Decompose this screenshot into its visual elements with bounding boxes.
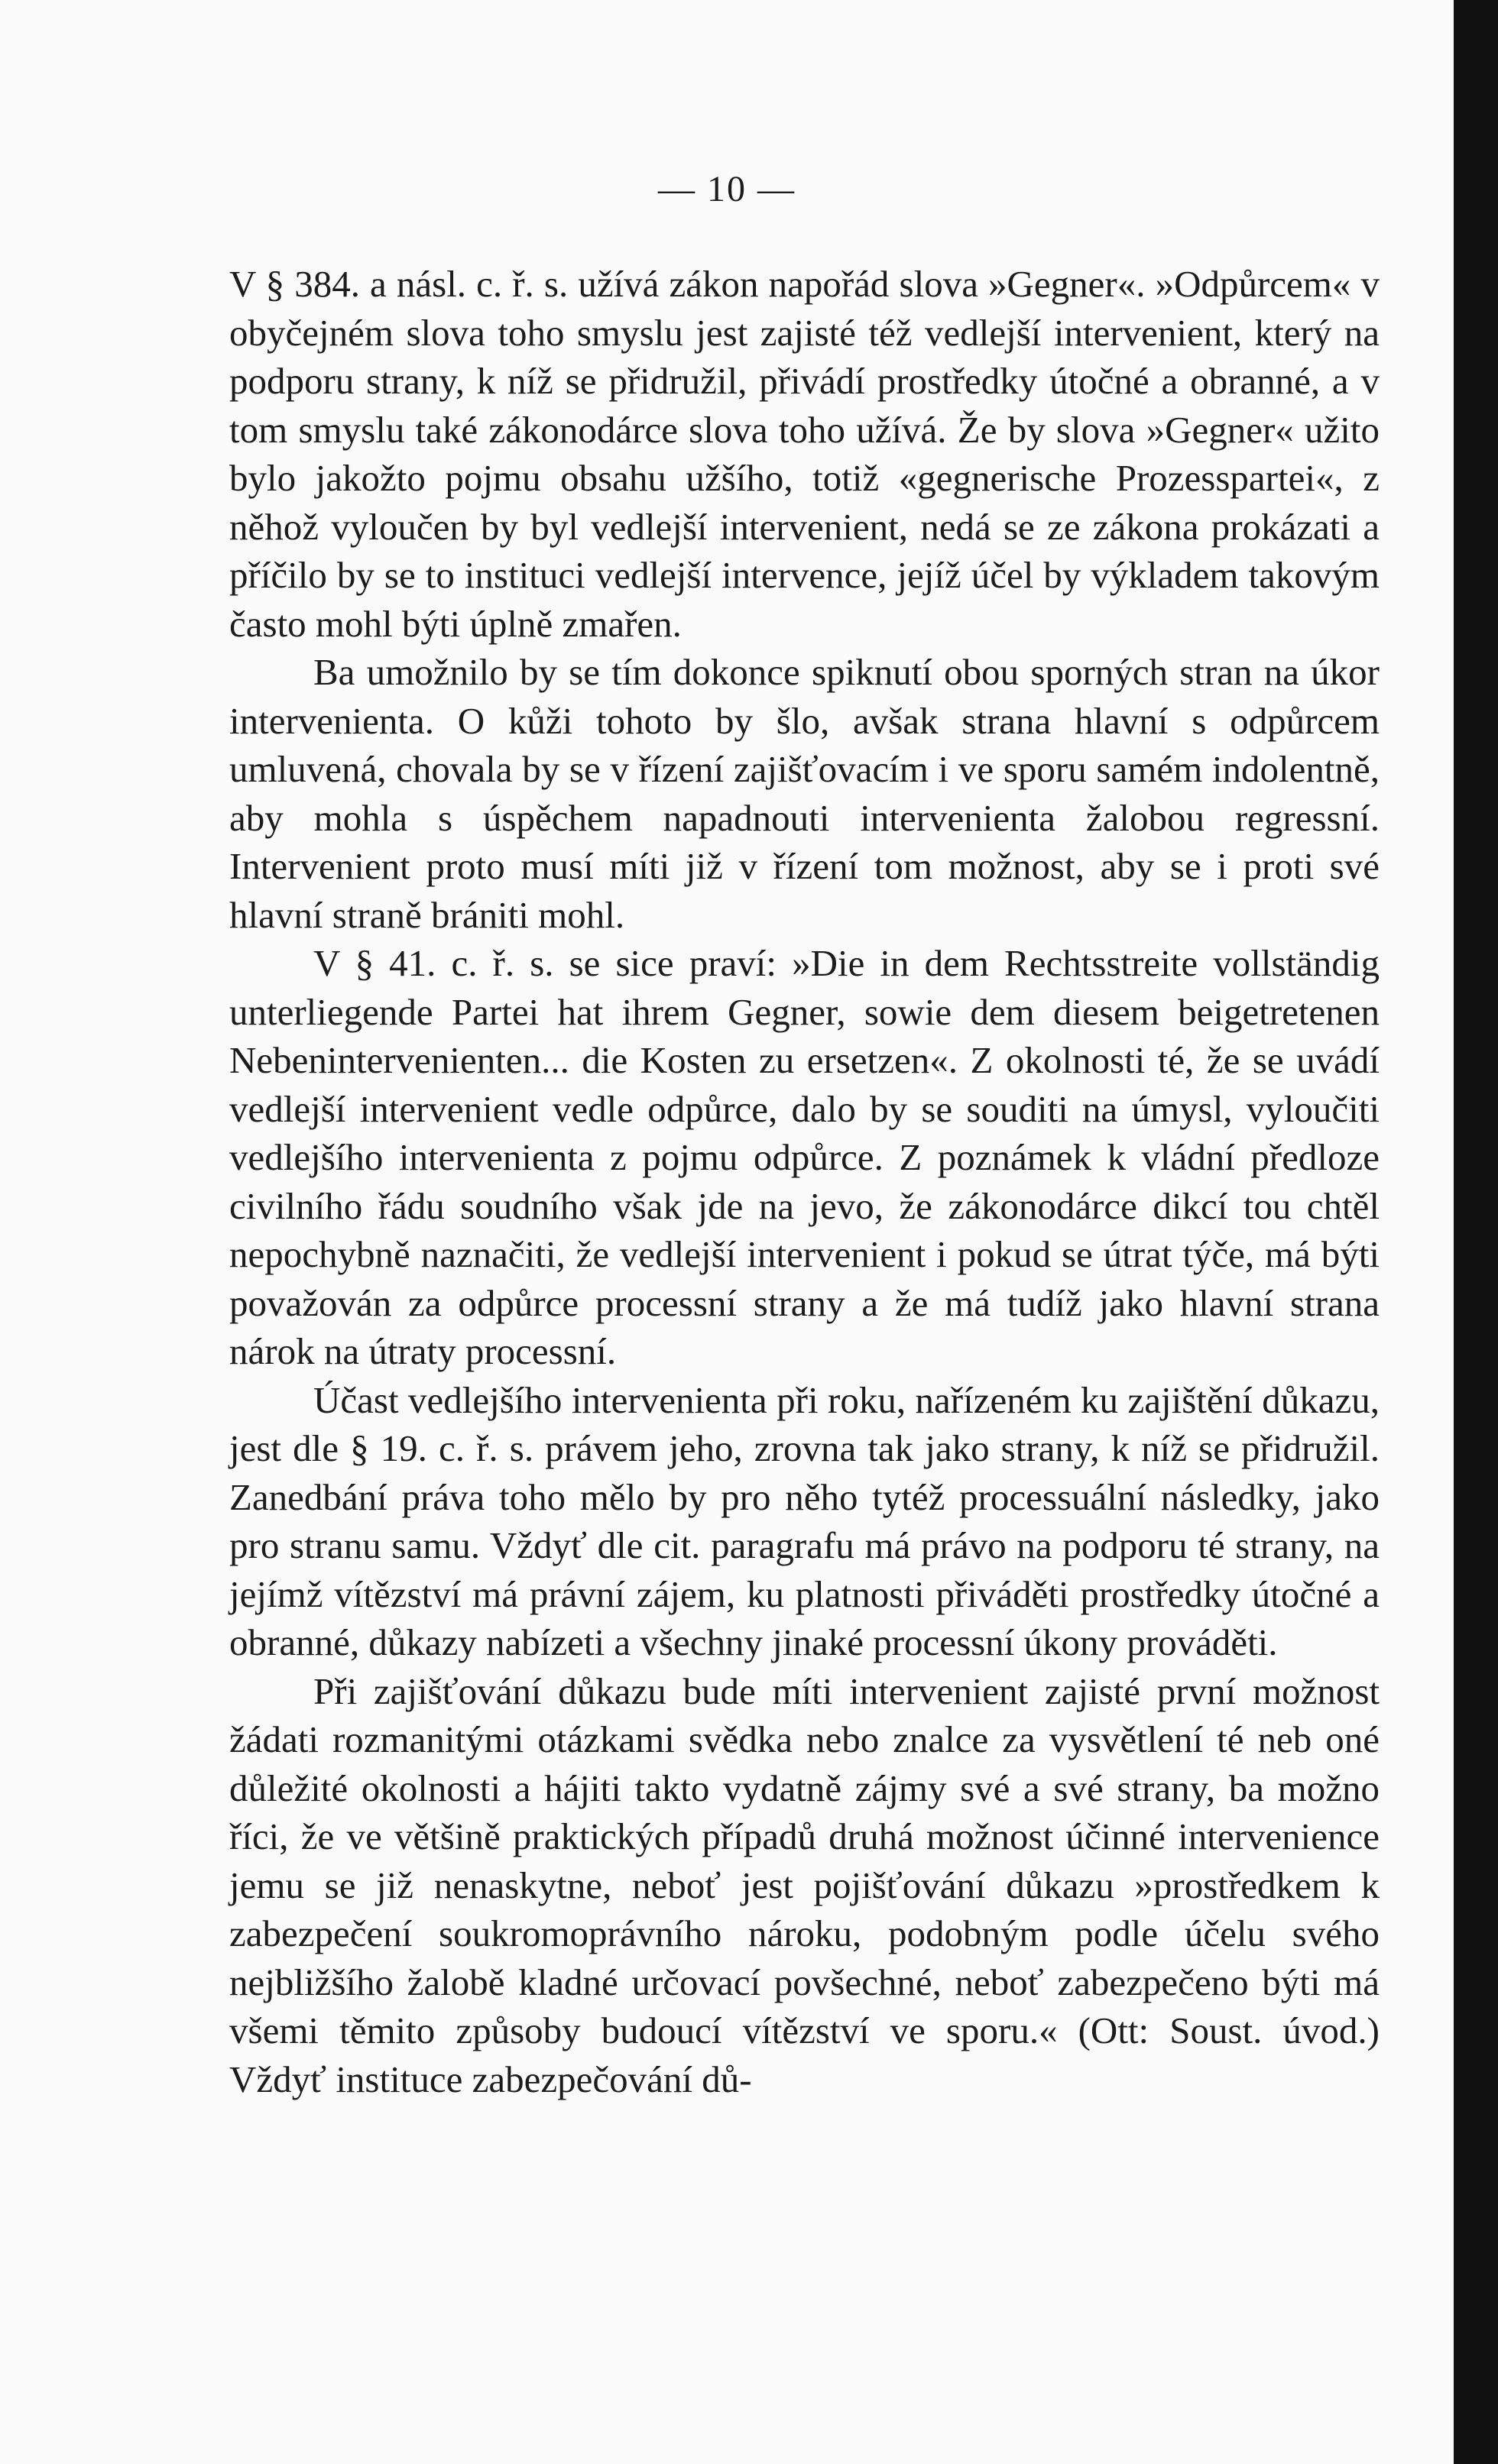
- body-text: [229, 260, 1380, 2103]
- paragraph: Ba umožnilo by se tím dokonce spiknutí obou sporných stran na úkor intervenienta. O kůži tohoto by šlo, avšak strana hlavní s odpůrcem umluvená, chovala by se v řízení zajišťovacím i ve sporu samém indolentně, aby mohla s úspěchem napadnouti intervenienta žalobou regressní. Intervenient proto musí míti již v řízení tom možnost, aby se i proti své hlavní straně brániti mohl.: [229, 651, 1380, 936]
- page-number: — 10 —: [658, 169, 796, 209]
- paragraph: V § 41. c. ř. s. se sice praví: »Die in dem Rechtsstreite vollständig unterliegende Partei hat ihrem Gegner, sowie dem diesem beigetretenen Nebenintervenienten... die Kosten zu ersetzen«. Z okolnosti té, že se uvádí vedlejší intervenient vedle odpůrce, dalo by se souditi na úmysl, vyloučiti vedlejšího intervenienta z pojmu odpůrce. Z poznámek k vládní předloze civilního řádu soudního však jde na jevo, že zákonodárce dikcí tou chtěl nepochybně naznačiti, že vedlejší intervenient i pokud se útrat týče, má býti považován za odpůrce processní strany a že má tudíž jako hlavní strana nárok na útraty processní.: [229, 942, 1380, 1372]
- paragraph: Při zajišťování důkazu bude míti intervenient zajisté první možnost žádati rozmanitými otázkami svědka nebo znalce za vysvětlení té neb oné důležité okolnosti a hájiti takto vydatně zájmy své a své strany, ba možno říci, že ve většině praktických případů druhá možnost účinné intervenience jemu se již nenaskytne, neboť jest pojišťování důkazu »prostředkem k zabezpečení soukromoprávního nároku, podobným podle účelu svého nejbližšího žalobě kladné určovací povšechné, neboť zabezpečeno býti má všemi těmito způsoby budoucí vítězství ve sporu.« (Ott: Soust. úvod.) Vždyť instituce zabezpečování dů-: [229, 1669, 1380, 2100]
- paragraph: Účast vedlejšího intervenienta při roku, nařízeném ku zajištění důkazu, jest dle § 19. c. ř. s. právem jeho, zrovna tak jako strany, k níž se přidružil. Zanedbání práva toho mělo by pro něho tytéž processuální následky, jako pro stranu samu. Vždyť dle cit. paragrafu má právo na podporu té strany, na jejímž vítězství má právní zájem, ku platnosti přiváděti prostředky útočné a obranné, důkazy nabízeti a všechny jinaké processní úkony prováděti.: [229, 1378, 1380, 1663]
- paragraph: V § 384. a násl. c. ř. s. užívá zákon napořád slova »Gegner«. »Odpůrcem« v obyčejném slova toho smyslu jest zajisté též vedlejší intervenient, který na podporu strany, k níž se přidružil, přivádí prostředky útočné a obranné, a v tom smyslu také zákonodárce slova toho užívá. Že by slova »Gegner« užito bylo jakožto pojmu obsahu užšího, totiž «gegnerische Prozesspartei«, z něhož vyloučen by byl vedlejší intervenient, nedá se ze zákona prokázati a příčilo by se to instituci vedlejší intervence, jejíž účel by výkladem takovým často mohl býti úplně zmařen.: [229, 263, 1380, 645]
